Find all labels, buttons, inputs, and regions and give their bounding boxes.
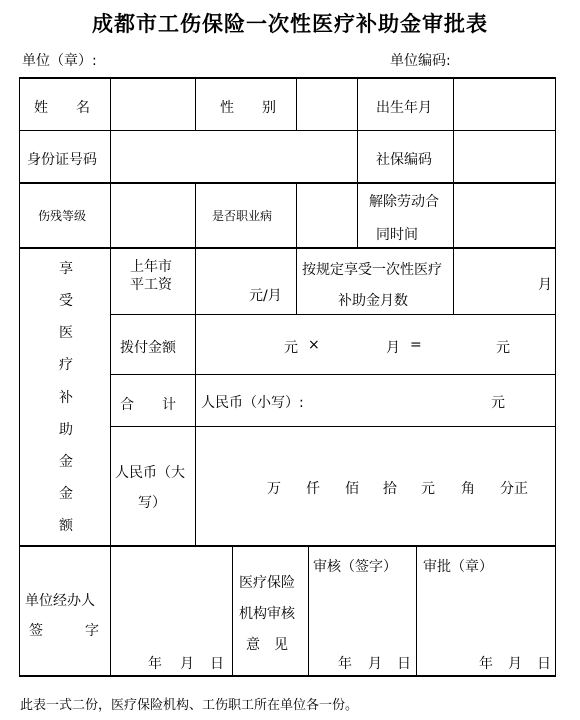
payment-amount-label: 拨付金额	[120, 340, 176, 356]
yuan-label: 元	[284, 340, 298, 356]
rmb-uppercase-label-line2: 写）	[138, 495, 166, 511]
date-year: 年	[479, 656, 493, 672]
amount-vertical-char: 享	[59, 261, 73, 277]
amount-vertical-char: 金	[59, 486, 73, 502]
times-symbol: ×	[308, 337, 320, 353]
handler-label-line2: 签 字	[29, 623, 99, 639]
page-title: 成都市工伤保险一次性医疗补助金审批表	[92, 11, 488, 36]
unit-wan: 万	[267, 481, 281, 497]
benefit-months-label-line1: 按规定享受一次性医疗	[302, 262, 442, 278]
review-signature-label: 审核（签字）	[313, 559, 397, 575]
table-left-border	[19, 77, 20, 676]
unit-yuan: 元	[421, 481, 435, 497]
amount-vertical-char: 助	[59, 422, 73, 438]
rmb-lowercase-field[interactable]	[310, 375, 490, 426]
occupational-disease-field[interactable]	[297, 184, 357, 247]
benefit-months-label-line2: 补助金月数	[338, 293, 408, 309]
wage-unit-label: 元/月	[249, 288, 282, 304]
yuan-label: 元	[491, 395, 505, 411]
gender-field[interactable]	[297, 78, 357, 130]
date-month: 月	[368, 656, 382, 672]
insurance-review-label-line2: 机构审核	[239, 606, 295, 622]
col-divider	[195, 374, 196, 426]
col-divider	[357, 182, 358, 247]
amount-vertical-char: 疗	[59, 357, 73, 373]
disability-level-field[interactable]	[111, 184, 195, 247]
disability-level-label: 伤残等级	[38, 209, 87, 223]
col-divider	[296, 247, 297, 314]
total-label: 合 计	[120, 397, 176, 413]
footer-note: 此表一式二份，医疗保险机构、工伤职工所在单位各一份。	[20, 698, 359, 713]
unit-fen-zheng: 分正	[500, 481, 528, 497]
unit-seal-label: 单位（章）:	[22, 53, 97, 69]
occupational-disease-label: 是否职业病	[212, 209, 273, 223]
col-divider	[195, 77, 196, 130]
id-number-label: 身份证号码	[27, 152, 97, 168]
handler-label-line1: 单位经办人	[25, 593, 95, 609]
insurance-review-label-line1: 医疗保险	[239, 575, 295, 591]
social-security-label: 社保编码	[376, 152, 432, 168]
table-right-border	[555, 77, 556, 676]
approval-seal-label: 审批（章）	[423, 559, 493, 575]
rmb-lowercase-label: 人民币（小写）:	[201, 395, 304, 411]
month-label: 月	[386, 340, 400, 356]
termination-date-label-line2: 同时间	[376, 227, 418, 243]
social-security-field[interactable]	[454, 131, 555, 182]
col-divider	[195, 182, 196, 247]
date-year: 年	[338, 656, 352, 672]
name-field[interactable]	[111, 78, 195, 130]
equals-symbol: =	[410, 337, 422, 353]
id-number-field[interactable]	[111, 131, 357, 182]
amount-vertical-char: 额	[59, 518, 73, 534]
termination-date-label-line1: 解除劳动合	[369, 194, 439, 210]
date-day: 日	[210, 656, 224, 672]
date-day: 日	[537, 656, 551, 672]
unit-qian: 仟	[306, 481, 320, 497]
amount-vertical-char: 受	[59, 293, 73, 309]
birth-label: 出生年月	[376, 100, 432, 116]
col-divider	[232, 545, 233, 675]
avg-wage-label-line2: 平工资	[130, 277, 172, 293]
unit-shi: 拾	[383, 481, 397, 497]
date-month: 月	[180, 656, 194, 672]
gender-label: 性 别	[220, 100, 276, 116]
date-day: 日	[397, 656, 411, 672]
col-divider	[110, 247, 111, 545]
date-month: 月	[508, 656, 522, 672]
col-divider	[357, 77, 358, 130]
unit-bai: 佰	[345, 481, 359, 497]
col-divider	[357, 130, 358, 182]
yuan-label: 元	[496, 340, 510, 356]
amount-vertical-char: 医	[59, 325, 73, 341]
avg-wage-label-line1: 上年市	[130, 259, 172, 275]
rmb-uppercase-label-line1: 人民币（大	[115, 465, 185, 481]
month-unit-label: 月	[538, 277, 552, 293]
amount-vertical-char: 金	[59, 454, 73, 470]
unit-code-label: 单位编码:	[390, 53, 451, 69]
table-bottom-border	[19, 675, 556, 677]
insurance-review-label-line3: 意 见	[246, 637, 288, 653]
birth-field[interactable]	[454, 78, 555, 130]
amount-vertical-char: 补	[59, 390, 73, 406]
unit-jiao: 角	[461, 481, 475, 497]
termination-date-field[interactable]	[454, 184, 555, 247]
date-year: 年	[148, 656, 162, 672]
name-label: 姓 名	[34, 100, 90, 116]
